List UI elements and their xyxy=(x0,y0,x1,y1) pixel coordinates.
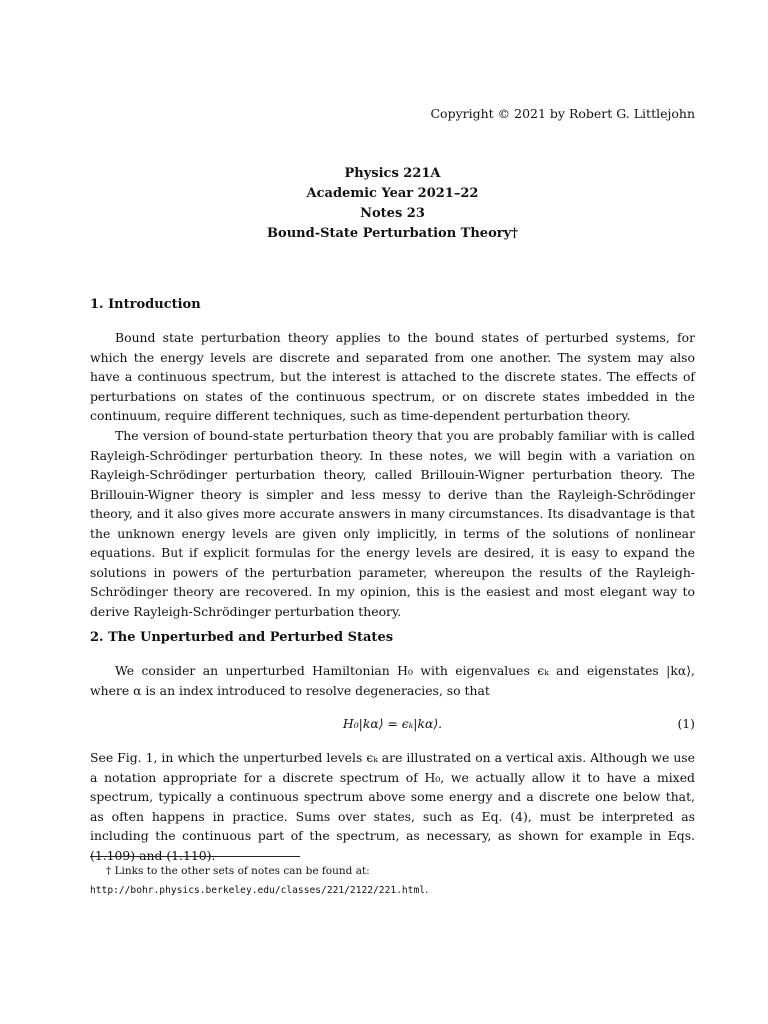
equation-1 xyxy=(90,714,695,734)
section-heading-introduction: 1. Introduction xyxy=(90,297,201,312)
section-heading-unperturbed-perturbed: 2. The Unperturbed and Perturbed States xyxy=(90,630,394,645)
course-title: Physics 221A xyxy=(344,166,441,181)
document-title: Bound-State Perturbation Theory† xyxy=(267,226,518,241)
paragraph: We consider an unperturbed Hamiltonian H₀ with eigenvalues ϵₖ and eigenstates |kα⟩, where α is an index introduced to resolve degeneracies, so that xyxy=(90,663,695,698)
copyright-notice: Copyright © 2021 by Robert G. Littlejohn xyxy=(430,106,695,121)
title-block xyxy=(90,164,695,244)
footnote xyxy=(90,862,695,900)
equation-number: (1) xyxy=(677,716,695,731)
footnote-link[interactable]: http://bohr.physics.berkeley.edu/classes/221/2122/221.html xyxy=(90,885,426,896)
academic-year: Academic Year 2021–22 xyxy=(306,186,479,201)
footnote-period: . xyxy=(425,884,429,896)
paragraph: Bound state perturbation theory applies to the bound states of perturbed systems, for which the energy levels are discrete and separated from one another. The system may also have a continuous spectrum, but the interest is attached to the discrete states. The effects of perturbations on states of the continuous spectrum, or on discrete states imbedded in the continuum, require different techniques, such as time-dependent perturbation theory. xyxy=(90,330,695,423)
footnote-rule xyxy=(90,856,300,857)
paragraph: The version of bound-state perturbation theory that you are probably familiar with is called Rayleigh-Schrödinger perturbation theory. In these notes, we will begin with a variation on Rayleigh-Schrödinger perturbation theory, called Brillouin-Wigner perturbation theory. The Brillouin-Wigner theory is simpler and less messy to derive than the Rayleigh-Schrödinger theory, and it also gives more accurate answers in many circumstances. Its disadvantage is that the unknown energy levels are given only implicitly, in terms of the solutions of nonlinear equations. But if explicit formulas for the energy levels are desired, it is easy to expand the solutions in powers of the perturbation parameter, whereupon the results of the Rayleigh-Schrödinger theory are recovered. In my opinion, this is the easiest and most elegant way to derive Rayleigh-Schrödinger perturbation theory. xyxy=(90,428,695,619)
paragraph: See Fig. 1, in which the unperturbed levels ϵₖ are illustrated on a vertical axis. Although we use a notation appropriate for a discrete spectrum of H₀, we actually allow it to have a mixed spectrum, typically a continuous spectrum above some energy and a discrete one below that, as often happens in practice. Sums over states, such as Eq. (4), must be interpreted as including the continuous part of the spectrum, as necessary, as shown for example in Eqs. (1.109) and (1.110). xyxy=(90,750,695,863)
equation-body: H₀|kα⟩ = ϵₖ|kα⟩. xyxy=(342,716,443,731)
notes-number: Notes 23 xyxy=(360,206,425,221)
footnote-text: † Links to the other sets of notes can be found at: xyxy=(106,865,370,877)
